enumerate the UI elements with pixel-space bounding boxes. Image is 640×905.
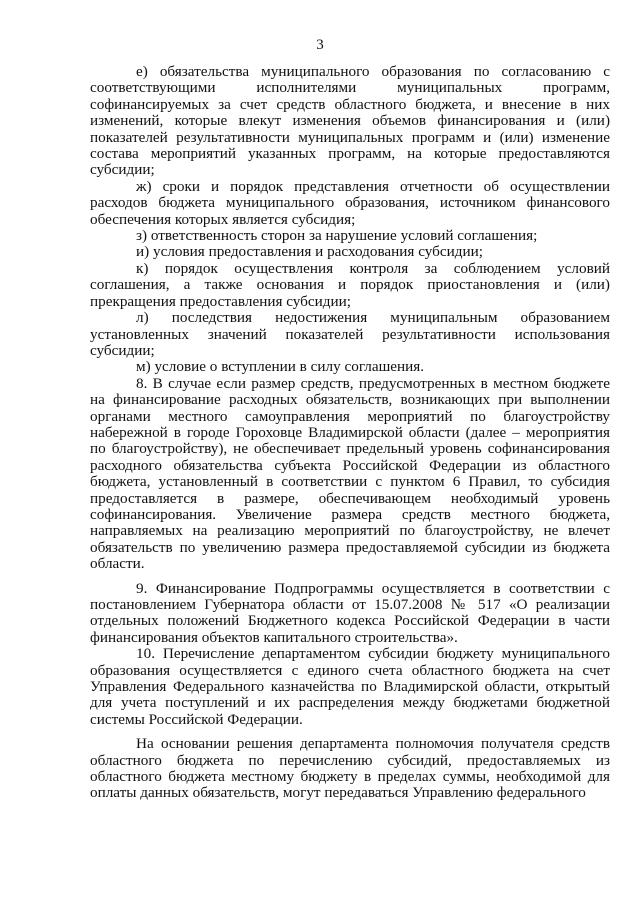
- paragraph-item-zh: ж) сроки и порядок представления отчетности об осуществлении расходов бюджета муниципального образования, источником финансового обеспечения которых является субсидия;: [90, 177, 610, 228]
- paragraph-item-k: к) порядок осуществления контроля за соблюдением условий соглашения, а также основания и порядок приостановления и (или) прекращения предоставления субсидии;: [90, 259, 610, 310]
- document-body: [90, 64, 610, 802]
- paragraph-section-8: 8. В случае если размер средств, предусмотренных в местном бюджете на финансирование расходных обязательств, возникающих при выполнении органами местного самоуправления мероприятий по благоустройству набережной в городе Гороховце Владимирской области (далее – мероприятия по благоустройству), не обеспечивает предельный уровень софинансирования расходного обязательства субъекта Российской Федерации из областного бюджета, установленный в соответствии с пунктом 6 Правил, то субсидия предоставляется в размере, обеспечивающем необходимый уровень софинансирования. Увеличение размера средств местного бюджета, направляемых на реализацию мероприятий по благоустройству, не влечет обязательств по увеличению размера предоставляемой субсидии из бюджета области.: [90, 374, 610, 573]
- paragraph-item-l: л) последствия недостижения муниципальным образованием установленных значений показателей результативности использования субсидии;: [90, 309, 610, 359]
- paragraph-section-9: 9. Финансирование Подпрограммы осуществляется в соответствии с постановлением Губернатора области от 15.07.2008 № 517 «О реализации отдельных положений Бюджетного кодекса Российской Федерации в части финансирования объектов капитального строительства».: [90, 579, 610, 646]
- paragraph-item-z: з) ответственность сторон за нарушение условий соглашения;: [136, 227, 538, 245]
- paragraph-funding-authority: На основании решения департамента полномочия получателя средств областного бюджета по перечислению субсидий, предоставляемых из областного бюджета местному бюджету в пределах суммы, необходимой для оплаты данных обязательств, могут передаваться Управлению федерального: [90, 735, 610, 802]
- paragraph-section-10: 10. Перечисление департаментом субсидии бюджету муниципального образования осуществляется с единого счета областного бюджета на счет Управления Федерального казначейства по Владимирской области, открытый для учета поступлений и их распределения между бюджетами бюджетной системы Российской Федерации.: [90, 645, 610, 728]
- paragraph-item-m: м) условие о вступлении в силу соглашения.: [136, 358, 425, 376]
- page-number: 3: [316, 37, 324, 53]
- paragraph-item-i: и) условия предоставления и расходования субсидии;: [136, 243, 483, 261]
- paragraph-item-e: е) обязательства муниципального образования по согласованию с соответствующими исполнителями муниципальных программ, софинансируемых за счет средств областного бюджета, и внесение в них изменений, которые влекут изменения объемов финансирования и (или) показателей результативности муниципальных программ и (или) изменение состава мероприятий указанных программ, на которые предоставляются субсидии;: [90, 63, 610, 179]
